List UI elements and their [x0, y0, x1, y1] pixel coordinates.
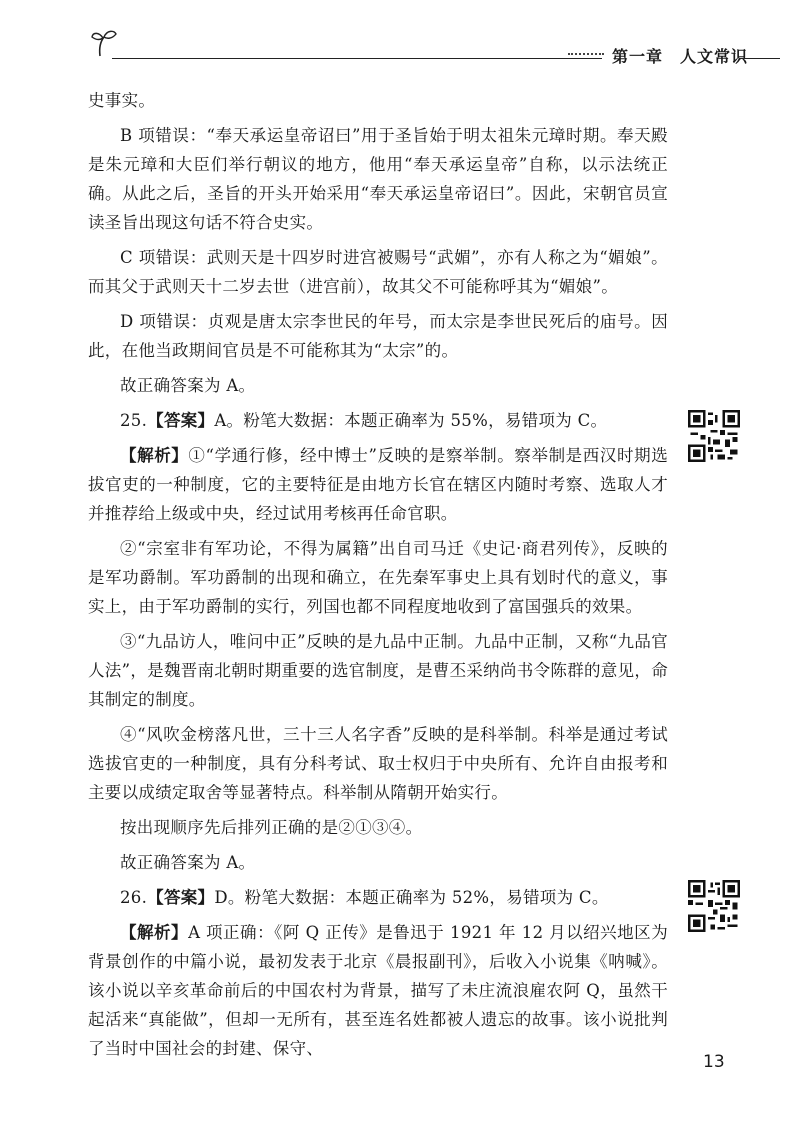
paragraph-item-3: ③“九品访人，唯问中正”反映的是九品中正制。九品中正制，又称“九品官人法”，是魏晋南北朝时期重要的选官制度，是曹丕采纳尚书令陈群的意见，命其制定的制度。: [88, 632, 668, 709]
qr-code-icon[interactable]: [688, 880, 740, 932]
chapter-title: 第一章 人文常识: [612, 47, 749, 66]
analysis-tag: 【解析】: [120, 446, 189, 465]
paragraph-option-b: B 项错误：“奉天承运皇帝诏曰”用于圣旨始于明太祖朱元璋时期。奉天殿是朱元璋和大臣们举行朝议的地方，他用“奉天承运皇帝”自称，以示法统正确。从此之后，圣旨的开头开始采用“奉天承运皇帝诏曰”。因此，宋朝官员宣读圣旨出现这句话不符合史实。: [88, 126, 668, 232]
order-line: 按出现顺序先后排列正确的是②①③④。: [120, 818, 423, 837]
header-rule-right: [740, 58, 780, 59]
answer-text: A。粉笔大数据：本题正确率为 55%，易错项为 C。: [214, 411, 608, 430]
answer-line: 故正确答案为 A。: [120, 853, 256, 872]
question-26-answer: [88, 883, 668, 912]
analysis-25: [88, 441, 668, 528]
paragraph-option-c: C 项错误：武则天是十四岁时进宫被赐号“武媚”，亦有人称之为“媚娘”。而其父于武则天十二岁去世（进宫前），故其父不可能称呼其为“媚娘”。: [88, 248, 668, 296]
page-body: [88, 86, 668, 1063]
analysis-text: A 项正确：《阿 Q 正传》是鲁迅于 1921 年 12 月以绍兴地区为背景创作的中篇小说，最初发表于北京《晨报副刊》，后收入小说集《呐喊》。该小说以辛亥革命前后的中国农村为背景，描写了未庄流浪雇农阿 Q，虽然干起活来“真能做”，但却一无所有，甚至连名姓都被人遗忘的故事。该小说批判了当时中国社会的封建、保守、: [88, 923, 668, 1058]
analysis-tag: 【解析】: [120, 923, 189, 942]
question-number: 25.: [120, 411, 148, 430]
paragraph: 史事实。: [88, 91, 156, 110]
qr-code-icon[interactable]: [688, 410, 740, 462]
paragraph-option-d: D 项错误：贞观是唐太宗李世民的年号，而太宗是李世民死后的庙号。因此，在他当政期间官员是不可能称其为“太宗”的。: [88, 312, 668, 360]
page-number: 13: [703, 1052, 725, 1072]
question-25-answer: [88, 406, 668, 435]
paragraph-item-4: ④“风吹金榜落凡世，三十三人名字香”反映的是科举制。科举是通过考试选拔官吏的一种制度，具有分科考试、取士权归于中央所有、允许自由报考和主要以成绩定取舍等显著特点。科举制从隋朝开始实行。: [88, 725, 668, 802]
header-dots: [568, 53, 604, 55]
analysis-26: [88, 918, 668, 1063]
header-rule: [112, 58, 602, 59]
answer-tag: 【答案】: [147, 888, 215, 907]
page-header: [0, 0, 800, 80]
answer-text: D。粉笔大数据：本题正确率为 52%，易错项为 C。: [214, 888, 609, 907]
paragraph-item-2: ②“宗室非有军功论，不得为属籍”出自司马迁《史记·商君列传》，反映的是军功爵制。军功爵制的出现和确立，在先秦军事史上具有划时代的意义，事实上，由于军功爵制的实行，列国也都不同程度地收到了富国强兵的效果。: [88, 539, 668, 616]
leaf-icon: [90, 28, 118, 58]
answer-line: 故正确答案为 A。: [120, 376, 256, 395]
question-number: 26.: [120, 888, 148, 907]
answer-tag: 【答案】: [147, 411, 215, 430]
analysis-text: ①“学通行修，经中博士”反映的是察举制。察举制是西汉时期选拔官吏的一种制度，它的主要特征是由地方长官在辖区内随时考察、选取人才并推荐给上级或中央，经过试用考核再任命官职。: [88, 446, 668, 523]
